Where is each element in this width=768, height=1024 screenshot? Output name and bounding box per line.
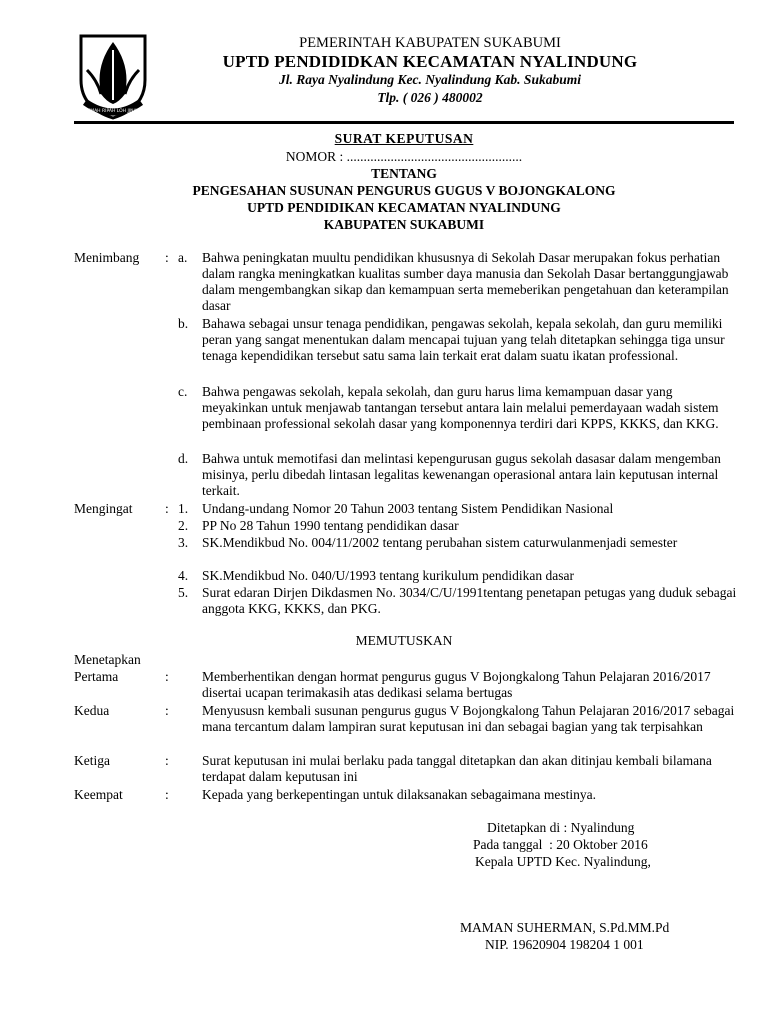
decision-colon: :	[165, 669, 169, 684]
menetapkan-label: Menetapkan	[74, 652, 141, 667]
menimbang-item: Bahwa pengawas sekolah, kepala sekolah, dan guru harus lima kemampuan dasar yang meyakinkan untuk menjawab tantangan tersebut antara lain melalui pemerdayaan wadah sistem pembinaan professional sekolah dasar yang komponennya terdiri dari KPPS, KKKS, dan KKG.	[202, 384, 719, 431]
decision-colon: :	[165, 787, 169, 802]
document-title: SURAT KEPUTUSAN	[334, 131, 474, 146]
memutuskan-heading: MEMUTUSKAN	[355, 633, 453, 648]
decision-text: Memberhentikan dengan hormat pengurus gugus V Bojongkalong Tahun Pelajaran 2016/2017 disertai ucapan terimakasih atas dedikasi selama bertugas	[202, 669, 711, 700]
mengingat-marker: 1.	[178, 501, 189, 516]
menimbang-marker: a.	[178, 250, 188, 265]
decision-label: Kedua	[74, 703, 110, 718]
mengingat-marker: 2.	[178, 518, 189, 533]
decision-label: Ketiga	[74, 753, 110, 768]
signature-place: Ditetapkan di : Nyalindung	[487, 820, 635, 835]
header-government: PEMERINTAH KABUPATEN SUKABUMI	[299, 35, 561, 51]
header-divider	[74, 121, 734, 124]
mengingat-marker: 3.	[178, 535, 189, 550]
signature-date: Pada tanggal : 20 Oktober 2016	[473, 837, 648, 852]
header-address: Jl. Raya Nyalindung Kec. Nyalindung Kab. Sukabumi	[279, 72, 581, 87]
menimbang-marker: b.	[178, 316, 189, 331]
menimbang-marker: c.	[178, 384, 188, 399]
menimbang-marker: d.	[178, 451, 189, 466]
signature-name: MAMAN SUHERMAN, S.Pd.MM.Pd	[460, 920, 670, 935]
mengingat-marker: 5.	[178, 585, 189, 600]
mengingat-marker: 4.	[178, 568, 189, 583]
mengingat-item: Undang-undang Nomor 20 Tahun 2003 tentang Sistem Pendidikan Nasional	[202, 501, 614, 516]
decision-colon: :	[165, 703, 169, 718]
decision-text: Kepada yang berkepentingan untuk dilaksanakan sebagaimana mestinya.	[202, 787, 596, 802]
logo-motto: GEMAH RIPAH LOH JINAWI	[83, 109, 143, 114]
mengingat-item: Surat edaran Dirjen Dikdasmen No. 3034/C/U/1991tentang penetapan petugas yang duduk sebagai anggota KKG, KKKS, dan PKG.	[202, 585, 737, 616]
signature-nip: NIP. 19620904 198204 1 001	[485, 937, 644, 952]
document-subject-3: KABUPATEN SUKABUMI	[323, 217, 485, 232]
document-subject-2: UPTD PENDIDIKAN KECAMATAN NYALINDUNG	[247, 200, 561, 215]
decision-text: Surat keputusan ini mulai berlaku pada tanggal ditetapkan dan akan ditinjau kembali bilamana terdapat dalam keputusan ini	[202, 753, 712, 784]
mengingat-item: PP No 28 Tahun 1990 tentang pendidikan dasar	[202, 518, 459, 533]
signature-position: Kepala UPTD Kec. Nyalindung,	[475, 854, 651, 869]
header-office: UPTD PENDIDIDKAN KECAMATAN NYALINDUNG	[222, 52, 638, 71]
mengingat-colon: :	[165, 501, 169, 516]
regency-logo	[71, 30, 155, 120]
decision-label: Pertama	[74, 669, 119, 684]
mengingat-item: SK.Mendikbud No. 040/U/1993 tentang kurikulum pendidikan dasar	[202, 568, 574, 583]
decision-text: Menyususn kembali susunan pengurus gugus V Bojongkalong Tahun Pelajaran 2016/2017 sebagai mana tercantum dalam lampiran surat keputusan ini dan sebagai bagian yang tak terpisahkan	[202, 703, 735, 734]
mengingat-label: Mengingat	[74, 501, 133, 516]
menimbang-colon: :	[165, 250, 169, 265]
menimbang-item: Bahwa peningkatan muultu pendidikan khususnya di Sekolah Dasar merupakan fokus perhatian dalam rangka meningkatkan kualitas sumber daya manusia dan Sekolah Dasar bertanggungjawab dalam mengembangkan sikap dan kemampuan serta memeberikan pengetahuan dan keterampilan dasar	[202, 250, 729, 313]
mengingat-item: SK.Mendikbud No. 004/11/2002 tentang perubahan sistem caturwulanmenjadi semester	[202, 535, 678, 550]
document-number: NOMOR : ....................................................	[285, 149, 523, 164]
menimbang-item: Bahwa untuk memotifasi dan melintasi kepengurusan gugus sekolah dasasar dalam mengemban misinya, perlu dibedah lintasan legalitas kewenangan operasional antara lain keputusan internal terkait.	[202, 451, 721, 498]
menimbang-item: Bahawa sebagai unsur tenaga pendidikan, pengawas sekolah, kepala sekolah, dan guru memiliki peran yang sangat menentukan dalam mencapai tujuan yang telah ditetapkan sehingga tiga unsur tenaga kependidikan tersebut satu sama lain terkait erat dalam suatu ikatan professional.	[202, 316, 725, 363]
decision-colon: :	[165, 753, 169, 768]
header-phone: Tlp. ( 026 ) 480002	[377, 90, 483, 105]
menimbang-label: Menimbang	[74, 250, 140, 265]
decision-label: Keempat	[74, 787, 123, 802]
document-subject-1: PENGESAHAN SUSUNAN PENGURUS GUGUS V BOJONGKALONG	[192, 183, 616, 198]
document-about: TENTANG	[371, 166, 437, 181]
